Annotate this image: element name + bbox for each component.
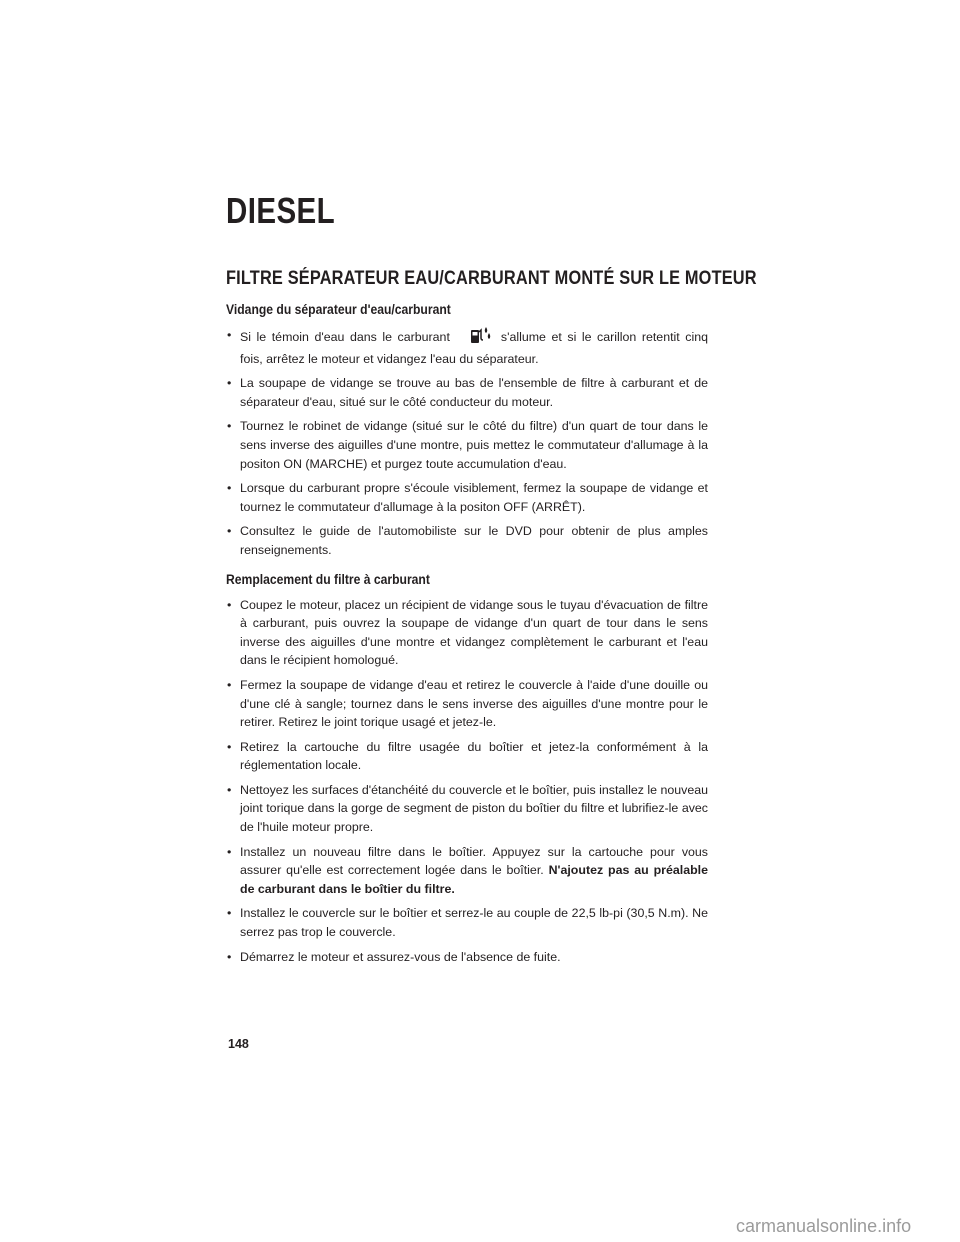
drain-list <box>226 326 708 560</box>
water-in-fuel-icon <box>470 326 492 350</box>
replace-subheading: Remplacement du filtre à carburant <box>226 571 430 587</box>
list-item: • La soupape de vidange se trouve au bas de l'ensemble de filtre à carburant et de séparateur d'eau, situé sur le côté conducteur du moteur. <box>226 374 708 411</box>
list-item <box>226 326 708 368</box>
list-item: • Consultez le guide de l'automobiliste sur le DVD pour obtenir de plus amples renseignements. <box>226 522 708 559</box>
bullet-text: s'allume et si le carillon retentit cinq fois, arrêtez le moteur et vidangez l'eau du séparateur. <box>240 330 708 366</box>
list-item: • Nettoyez les surfaces d'étanchéité du couvercle et le boîtier, puis installez le nouveau joint torique dans la gorge de segment de piston du boîtier du filtre et lubrifiez-le avec de l'huile moteur propre. <box>226 781 708 837</box>
bullet-text: Installez un nouveau filtre dans le boîtier. Appuyez sur la cartouche pour vous assurer qu'elle est correctement logée dans le boîtier. <box>240 844 708 878</box>
page-heading: FILTRE SÉPARATEUR EAU/CARBURANT MONTÉ SUR LE MOTEUR <box>226 268 757 289</box>
page-content <box>226 268 757 978</box>
list-item: • Fermez la soupape de vidange d'eau et retirez le couvercle à l'aide d'une douille ou d'une clé à sangle; tournez dans le sens inverse des aiguilles d'une montre pour le retirer. Retirez le joint torique usagé et jetez-le. <box>226 676 708 732</box>
list-item: • Tournez le robinet de vidange (situé sur le côté du filtre) d'un quart de tour dans le sens inverse des aiguilles d'une montre, puis mettez le commutateur d'allumage à la positon ON (MARCHE) et purgez toute accumulation d'eau. <box>226 417 708 473</box>
list-item: • Démarrez le moteur et assurez-vous de l'absence de fuite. <box>226 948 708 967</box>
list-item: • Lorsque du carburant propre s'écoule visiblement, fermez la soupape de vidange et tournez le commutateur d'allumage à la positon OFF (ARRÊT). <box>226 479 708 516</box>
list-item: • Retirez la cartouche du filtre usagée du boîtier et jetez-la conformément à la réglementation locale. <box>226 738 708 775</box>
bullet-text: Si le témoin d'eau dans le carburant <box>240 330 450 344</box>
section-title: DIESEL <box>226 190 336 231</box>
page-number: 148 <box>228 1037 249 1051</box>
drain-subheading: Vidange du séparateur d'eau/carburant <box>226 302 451 317</box>
watermark-link[interactable]: carmanualsonline.info <box>736 1216 912 1236</box>
warning-text: N'ajoutez pas au préalable de carburant dans le boîtier du filtre. <box>240 863 708 896</box>
replace-list <box>226 596 708 967</box>
list-item: • Installez le couvercle sur le boîtier et serrez-le au couple de 22,5 lb-pi (30,5 N.m). Ne serrez pas trop le couvercle. <box>226 904 708 941</box>
list-item <box>226 843 708 899</box>
list-item: • Coupez le moteur, placez un récipient de vidange sous le tuyau d'évacuation de filtre à carburant, puis ouvrez la soupape de vidange d'un quart de tour dans le sens inverse des aiguilles d'une montre et vidangez complètement le carburant et l'eau dans le récipient homologué. <box>226 596 708 670</box>
